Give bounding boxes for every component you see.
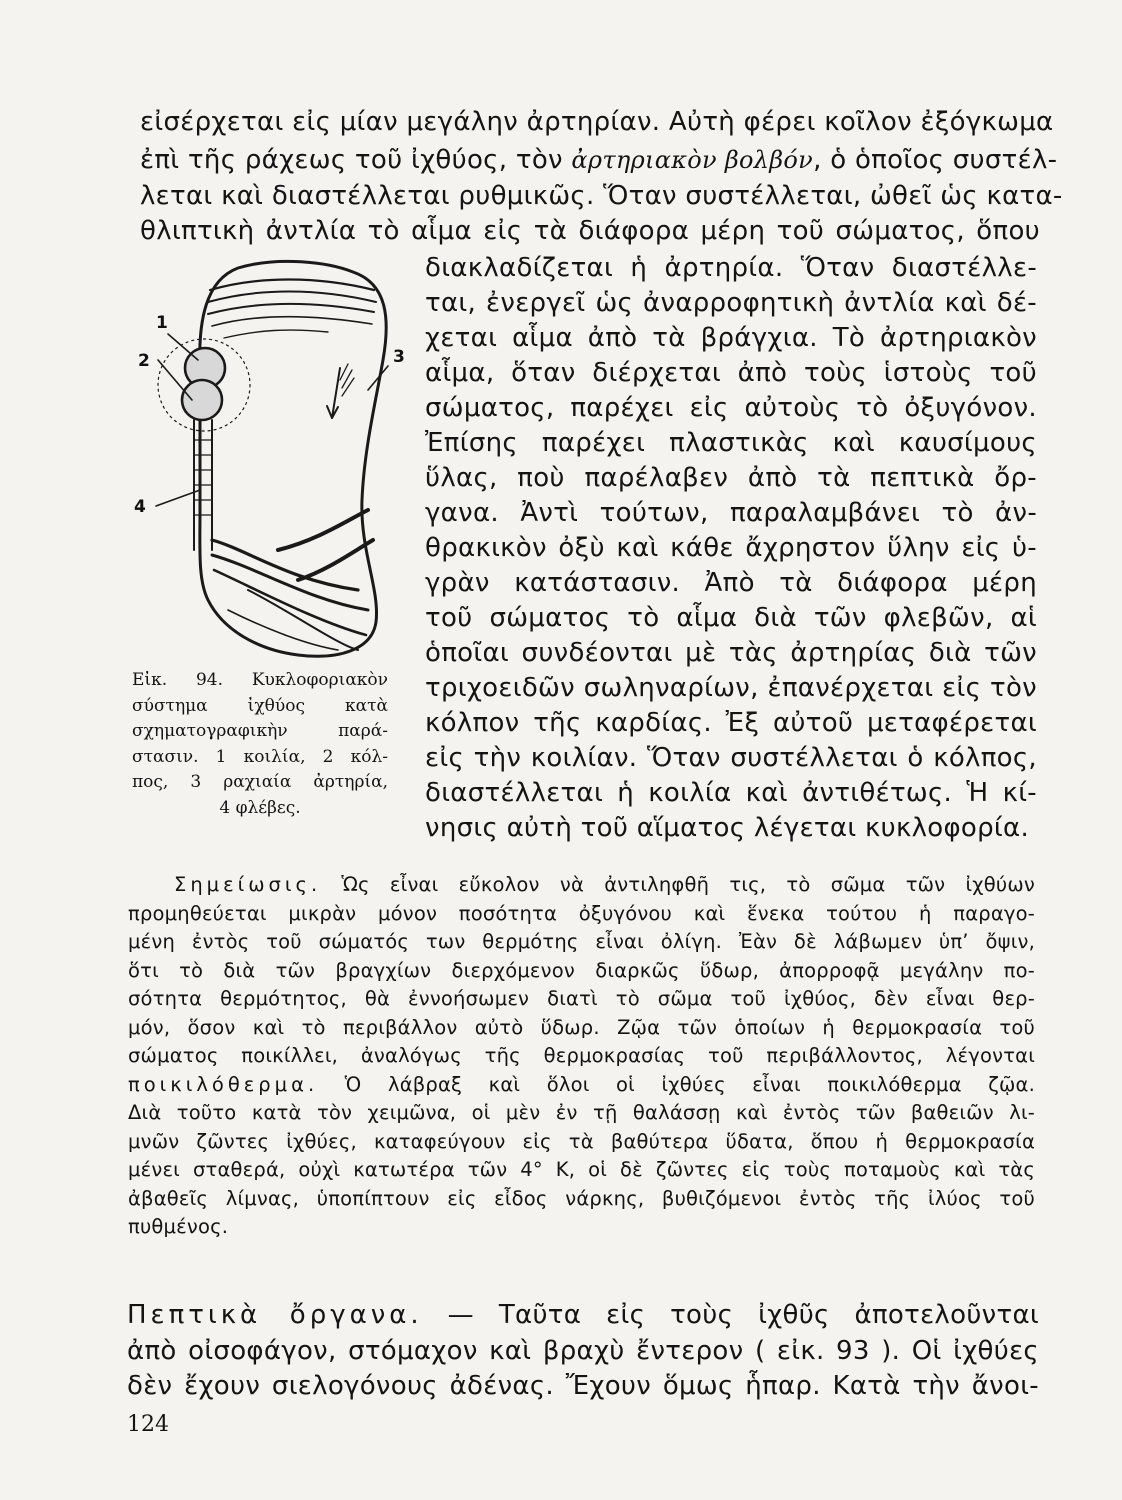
text-line: νησις αὐτὴ τοῦ αἵματος λέγεται κυκλοφορία.	[425, 813, 1030, 843]
section-line: Πεπτικὰ ὄργανα. — Ταῦτα εἰς τοὺς ἰχθῦς ἀποτελοῦνται	[127, 1300, 1039, 1330]
text-line: ἐπὶ τῆς ράχεως τοῦ ἰχθύος, τὸν ἀρτηριακὸν βολβόν, ὁ ὁποῖος συστέλ-	[140, 145, 1058, 175]
caption-line: σχηματογραφικὴν παρά-	[132, 721, 388, 741]
note-line: μόν, ὅσον καὶ τὸ περιβάλλον αὐτὸ ὕδωρ. Ζῷα τῶν ὁποίων ἡ θερμοκρασία τοῦ	[128, 1015, 1035, 1039]
label-4: 4	[134, 497, 146, 517]
caption-line: σύστημα ἰχθύος κατὰ	[132, 695, 388, 716]
note-line: Σημείωσις. Ὡς εἶναι εὔκολον νὰ ἀντιληφθῆ τις, τὸ σῶμα τῶν ἰχθύων	[174, 873, 1035, 896]
note-paragraph	[128, 871, 1035, 1242]
note-term: ποικιλόθερμα.	[128, 1072, 319, 1096]
text-line: θλιπτικὴ ἀντλία τὸ αἷμα εἰς τὰ διάφορα μέρη τοῦ σώματος, ὅπου	[140, 216, 1040, 246]
section-line: δὲν ἔχουν σιελογόνους ἀδένας. Ἔχουν ὅμως ἧπαρ. Κατὰ τὴν ἄνοι-	[127, 1371, 1039, 1401]
text-line: σώματος, παρέχει εἰς αὐτοὺς τὸ ὀξυγόνον.	[425, 393, 1037, 423]
text-line: διαστέλλεται ἡ κοιλία καὶ ἀντιθέτως. Ἡ κί-	[425, 778, 1037, 808]
text-line: θρακικὸν ὀξὺ καὶ κάθε ἄχρηστον ὕλην εἰς ὑ-	[425, 533, 1037, 563]
text-line: ται, ἐνεργεῖ ὡς ἀναρροφητικὴ ἀντλία καὶ δέ-	[425, 288, 1037, 318]
label-3: 3	[393, 347, 405, 367]
note-line: μένη ἐντὸς τοῦ σώματός των θερμότης εἶναι ὀλίγη. Ἐὰν δὲ λάβωμεν ὑπ’ ὄψιν,	[128, 930, 1035, 953]
caption-line: πος, 3 ραχιαία ἀρτηρία,	[132, 772, 388, 792]
text-line: εἰσέρχεται εἰς μίαν μεγάλην ἀρτηρίαν. Αὐτὴ φέρει κοῖλον ἐξόγκωμα	[140, 107, 1054, 137]
circulatory-diagram	[128, 250, 418, 670]
section-heading: Πεπτικὰ ὄργανα.	[127, 1300, 423, 1330]
outer-loop	[200, 261, 387, 656]
text-line: χεται αἷμα ἀπὸ τὰ βράγχια. Τὸ ἀρτηριακὸν	[425, 323, 1037, 353]
atrium-chamber	[182, 380, 222, 420]
text-line: λεται καὶ διαστέλλεται ρυθμικῶς. Ὅταν συστέλλεται, ὠθεῖ ὡς κατα-	[140, 181, 1063, 211]
label-2: 2	[138, 351, 150, 371]
text-line: ὁποῖαι συνδέονται μὲ τὰς ἀρτηρίας διὰ τῶν	[425, 638, 1037, 668]
note-line: ἀβαθεῖς λίμνας, ὑποπίπτουν εἰς εἶδος νάρκης, βυθιζόμενοι ἐντὸς τῆς ἰλύος τοῦ	[128, 1186, 1035, 1210]
text-line: διακλαδίζεται ἡ ἀρτηρία. Ὅταν διαστέλλε-	[425, 253, 1037, 283]
text-line: αἷμα, ὅταν διέρχεται ἀπὸ τοὺς ἱστοὺς τοῦ	[425, 358, 1037, 388]
text-line: κόλπον τῆς καρδίας. Ἐξ αὐτοῦ μεταφέρεται	[425, 708, 1037, 738]
caption-line: στασιν. 1 κοιλία, 2 κόλ-	[132, 746, 388, 767]
caption-line: 4 φλέβες.	[219, 797, 301, 818]
note-line: σώματος ποικίλλει, ἀναλόγως τῆς θερμοκρασίας τοῦ περιβάλλοντος, λέγονται	[128, 1044, 1035, 1067]
figure-caption	[132, 668, 388, 821]
note-heading: Σημείωσις.	[174, 873, 322, 896]
page-number: 124	[127, 1412, 169, 1437]
note-line: Διὰ τοῦτο κατὰ τὸν χειμῶνα, οἱ μὲν ἐν τῇ θαλάσσῃ καὶ ἐντὸς τῶν βαθειῶν λι-	[128, 1101, 1035, 1124]
text-line: ὕλας, ποὺ παρέλαβεν ἀπὸ τὰ πεπτικὰ ὄρ-	[425, 463, 1037, 493]
note-line: ποικιλόθερμα. Ὁ λάβραξ καὶ ὅλοι οἱ ἰχθύες εἶναι ποικιλόθερμα ζῷα.	[128, 1072, 1035, 1096]
text-line: γανα. Ἀντὶ τούτων, παραλαμβάνει τὸ ἀν-	[425, 498, 1037, 528]
note-line: ὅτι τὸ διὰ τῶν βραγχίων διερχόμενον διαρκῶς ὕδωρ, ἀπορροφᾷ μεγάλην πο-	[128, 958, 1035, 982]
text-line: γρὰν κατάστασιν. Ἀπὸ τὰ διάφορα μέρη	[425, 568, 1037, 598]
text-line: εἰς τὴν κοιλίαν. Ὅταν συστέλλεται ὁ κόλπος,	[425, 743, 1037, 773]
section-line: ἀπὸ οἰσοφάγον, στόμαχον καὶ βραχὺ ἔντερον ( εἰκ. 93 ). Οἱ ἰχθύες	[127, 1336, 1039, 1366]
italic-term: ἀρτηριακὸν βολβόν	[571, 146, 814, 174]
note-line: μένει σταθερά, οὐχὶ κατωτέρα τῶν 4° K, οἱ δὲ ζῶντες εἰς τοὺς ποταμοὺς καὶ τὰς	[128, 1158, 1035, 1181]
text-line: τριχοειδῶν σωληναρίων, ἐπανέρχεται εἰς τὸν	[425, 673, 1037, 703]
note-line: προμηθεύεται μικρὰν μόνον ποσότητα ὀξυγόνου καὶ ἕνεκα τούτου ἡ παραγο-	[128, 901, 1035, 925]
label-1: 1	[156, 313, 168, 333]
note-line: πυθμένος.	[128, 1215, 229, 1238]
text-line: Ἐπίσης παρέχει πλαστικὰς καὶ καυσίμους	[425, 428, 1037, 458]
note-line: σότητα θερμότητος, θὰ ἐννοήσωμεν διατὶ τὸ σῶμα τοῦ ἰχθύος, δὲν εἶναι θερ-	[128, 987, 1035, 1010]
note-line: μνῶν ζῶντες ἰχθύες, καταφεύγουν εἰς τὰ βαθύτερα ὕδατα, ὅπου ἡ θερμοκρασία	[128, 1129, 1035, 1153]
caption-line: Εἰκ. 94. Κυκλοφοριακὸν	[132, 670, 388, 690]
text-line: τοῦ σώματος τὸ αἷμα διὰ τῶν φλεβῶν, αἱ	[425, 603, 1037, 633]
